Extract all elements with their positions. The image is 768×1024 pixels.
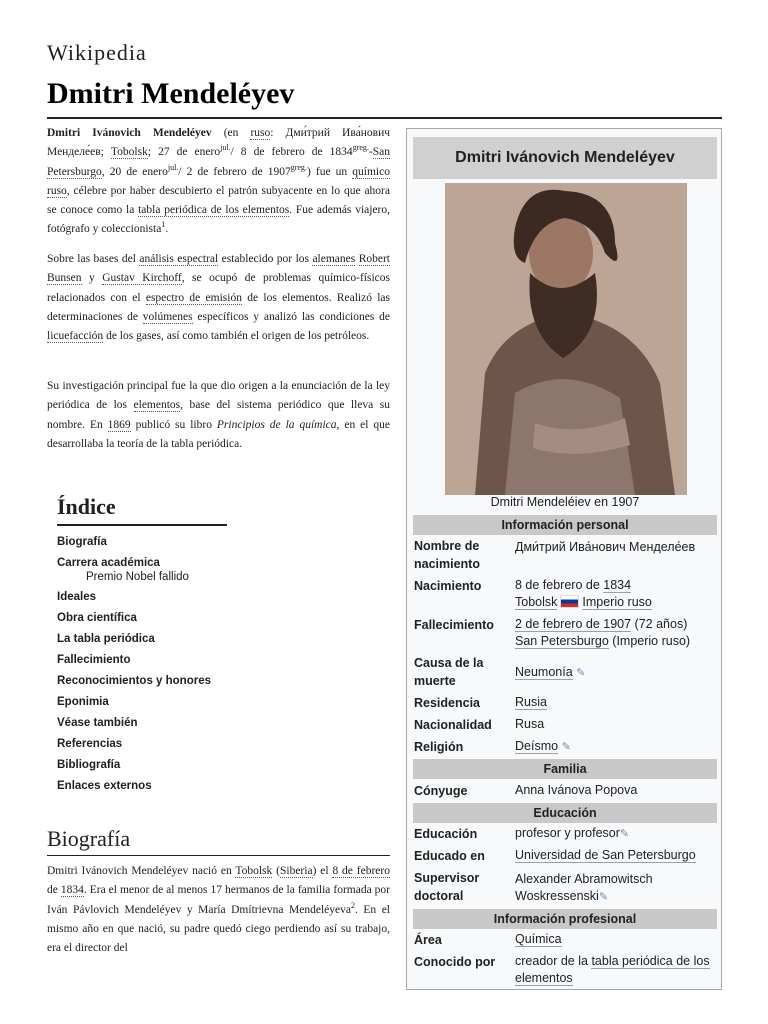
text: establecido por los [218,253,313,265]
text: . En el mismo año en que nació, su padre quedó ciego perdiendo así su trabajo, era el director del [47,903,390,955]
book-title: Principios de la química [216,418,337,431]
value-educado-en [515,847,720,864]
education-text: profesor y profesor [515,826,620,840]
value-area [515,931,720,948]
link-neumonia[interactable]: Neumonía [515,665,573,679]
link-imperio-ruso[interactable]: Imperio ruso [582,595,652,609]
link-rusia[interactable]: Rusia [515,695,547,709]
label-educado-en: Educado en [414,849,485,863]
toc-item-referencias[interactable]: Referencias [57,738,123,750]
link-tabla-periodica[interactable]: tabla periódica de los elementos [138,204,290,217]
photo-caption: Dmitri Mendeléiev en 1907 [490,495,640,509]
text: , base del sistema periódico que lleva su nombre. En [47,399,390,431]
section-divider [47,855,390,856]
portrait-photo[interactable] [445,183,687,495]
text: de los elementos. Realizó las determinaciones de [47,291,391,323]
death-age: (72 años) [631,617,688,631]
section-heading-biografia: Biografía [47,826,131,851]
link-elementos[interactable]: elementos [133,399,181,412]
toc-item-ideales[interactable]: Ideales [57,591,96,603]
toc-item-vease-tambien[interactable]: Véase también [57,717,138,729]
toc-item-obra-cientifica[interactable]: Obra científica [57,612,137,624]
toc-item-bibliografia[interactable]: Bibliografía [57,759,121,771]
edit-pencil-icon[interactable]: ✎ [561,741,571,753]
toc-item-tabla-periodica[interactable]: La tabla periódica [57,633,155,645]
sup-greg[interactable]: greg. [352,143,369,153]
text: , 20 de enero [101,165,168,178]
link-1869[interactable]: 1869 [107,418,131,431]
label-conocido-por: Conocido por [414,955,496,969]
birth-date: 8 de febrero de [515,578,604,592]
text: - [368,146,373,159]
link-1907[interactable]: 1907 [603,617,632,631]
value-religion [515,738,720,756]
value-nacionalidad: Rusa [515,717,545,731]
text: , se ocupó de problemas químico-físicos relacionados con el [47,272,390,304]
text: Su investigación principal fue la que dio origen a la enunciación de la ley periódica de los [47,380,390,412]
value-educacion [515,825,720,843]
label-religion: Religión [414,740,464,754]
text: . Fue además viajero, fotógrafo y coleccionista [47,204,390,236]
toc-subitem-premio-nobel[interactable]: Premio Nobel fallido [86,571,189,583]
value-residencia [515,694,720,711]
label-causa-muerte: Causa de la muerte [414,656,484,688]
link-tobolsk[interactable]: Tobolsk [515,595,558,609]
link-licuefaccion[interactable]: licuefacción [47,330,104,343]
text: Dmitri Ivánovich Mendeléyev nació en [47,865,236,877]
edit-pencil-icon[interactable]: ✎ [619,828,630,840]
link-san-petersburgo[interactable]: San Petersburgo [47,146,390,178]
section-informacion-personal: Información personal [413,515,717,535]
sup-jul[interactable]: jul. [220,143,231,153]
toc-item-eponimia[interactable]: Eponimia [57,696,109,708]
label-nacimiento: Nacimiento [414,579,482,593]
value-nacimiento [515,577,720,611]
label-supervisor-doctoral: Supervisor doctoral [414,871,480,903]
value-conyuge: Anna Ivánova Popova [515,783,638,797]
link-1834[interactable]: 1834 [603,578,632,592]
link-alemanes[interactable]: alemanes [312,253,356,265]
toc-divider [57,524,227,526]
label-nombre-nacimiento: Nombre de nacimiento [414,539,480,571]
logo-text: Wikipedia [47,40,147,65]
portrait-illustration [445,183,687,495]
text: ( [272,865,280,877]
toc-title: Índice [57,494,116,519]
wikipedia-logo[interactable] [47,40,147,66]
title-divider [47,117,722,119]
intro-paragraph-2 [47,250,390,346]
text: . Era el menor de al menos 17 hermanos de la familia formada por Iván Pávlovich Mendeléyev y María Dmítrievna Mendeléyeva [47,884,391,916]
text: Sobre las bases del [47,253,140,265]
value-causa-muerte [515,664,720,682]
label-fallecimiento: Fallecimiento [414,618,494,632]
section-educacion: Educación [413,803,717,823]
text: / 2 de febrero de 1907 [178,165,291,178]
toc-item-carrera-academica[interactable]: Carrera académica [57,557,160,569]
text: , célebre por haber descubierto el patrón subyacente en lo que ahora se conoce como la [47,184,390,217]
text: de [47,884,61,897]
link-tabla-periodica[interactable]: tabla periódica de los elementos [515,954,710,985]
toc-item-reconocimientos[interactable]: Reconocimientos y honores [57,675,212,687]
text: , en el que desarrollaba la teoría de la tabla periódica. [47,418,390,450]
text: ) el [312,865,333,877]
label-educacion: Educación [414,827,478,841]
link-san-petersburgo[interactable]: San Petersburgo [515,634,609,648]
link-ruso[interactable]: ruso [250,127,271,139]
link-universidad-san-petersburgo[interactable]: Universidad de San Petersburgo [515,848,696,862]
section-familia: Familia [413,759,717,779]
link-espectro-emision[interactable]: espectro de emisión [145,291,242,304]
edit-pencil-icon[interactable]: ✎ [576,667,586,679]
death-country: (Imperio ruso) [608,634,691,648]
toc-item-enlaces-externos[interactable]: Enlaces externos [57,780,152,792]
russia-flag-icon [560,595,579,608]
label-area: Área [414,933,442,947]
supervisor-name: Alexander Abramowitsch Woskressenski [515,872,653,903]
value-nombre-nacimiento: Дми́трий Ива́нович Менделе́ев [515,540,696,554]
text: y [81,272,103,285]
link-8-febrero[interactable]: 8 de febrero [332,865,390,877]
text: / 8 de febrero de 1834 [230,146,353,159]
section-informacion-profesional: Información profesional [413,909,717,929]
intro-paragraph-3 [47,377,390,454]
value-fallecimiento [515,616,720,650]
label-residencia: Residencia [414,696,481,710]
toc-item-fallecimiento[interactable]: Fallecimiento [57,654,131,666]
link-2-febrero[interactable]: 2 de febrero de [515,617,604,631]
text: ; 27 de enero [147,146,221,159]
table-of-contents [57,494,397,797]
link-gustav-kirchhoff[interactable]: Gustav Kirchoff [102,272,182,285]
edit-pencil-icon[interactable]: ✎ [598,891,609,903]
known-for-text: creador de la [515,954,592,968]
link-ruso[interactable]: ruso [47,184,67,197]
label-conyuge: Cónyuge [414,784,468,798]
infobox-title: Dmitri Ivánovich Mendeléyev [413,137,717,179]
reference-2[interactable]: 2 [350,900,355,910]
value-conocido-por [515,953,720,987]
text: específicos y analizó las condiciones de [192,310,390,323]
page-title: Dmitri Mendeléyev [47,77,295,110]
link-tobolsk[interactable]: Tobolsk [235,865,273,877]
text: . [165,223,169,236]
link-1834[interactable]: 1834 [60,884,84,897]
text: ) fue un [306,165,353,178]
text: : Дми́трий Ива́нович Менделе́ев; [47,127,391,159]
biografia-paragraph [47,862,390,958]
label-nacionalidad: Nacionalidad [414,718,492,732]
link-volumenes[interactable]: volúmenes [142,310,193,323]
infobox [406,128,722,990]
text: publicó su libro [130,418,217,431]
link-quimico[interactable]: químico [352,165,390,178]
link-quimica[interactable]: Química [515,932,562,946]
text: de los gases, así como también el origen de los petróleos. [103,330,370,343]
link-tobolsk[interactable]: Tobolsk [110,146,148,159]
sup-jul[interactable]: jul. [167,162,179,172]
link-robert-bunsen[interactable]: Robert Bunsen [47,253,390,285]
reference-1[interactable]: 1 [161,220,166,230]
subject-name: Dmitri Ivánovich Mendeléyev [47,127,212,139]
toc-item-biografia[interactable]: Biografía [57,536,107,548]
link-deismo[interactable]: Deísmo [515,739,559,753]
value-supervisor-doctoral [515,871,720,906]
text: (en [211,127,251,139]
link-analisis-espectral[interactable]: análisis espectral [139,253,219,265]
sup-greg[interactable]: greg. [290,162,307,172]
intro-paragraph-1 [47,124,390,240]
link-siberia[interactable]: Siberia [279,865,313,877]
